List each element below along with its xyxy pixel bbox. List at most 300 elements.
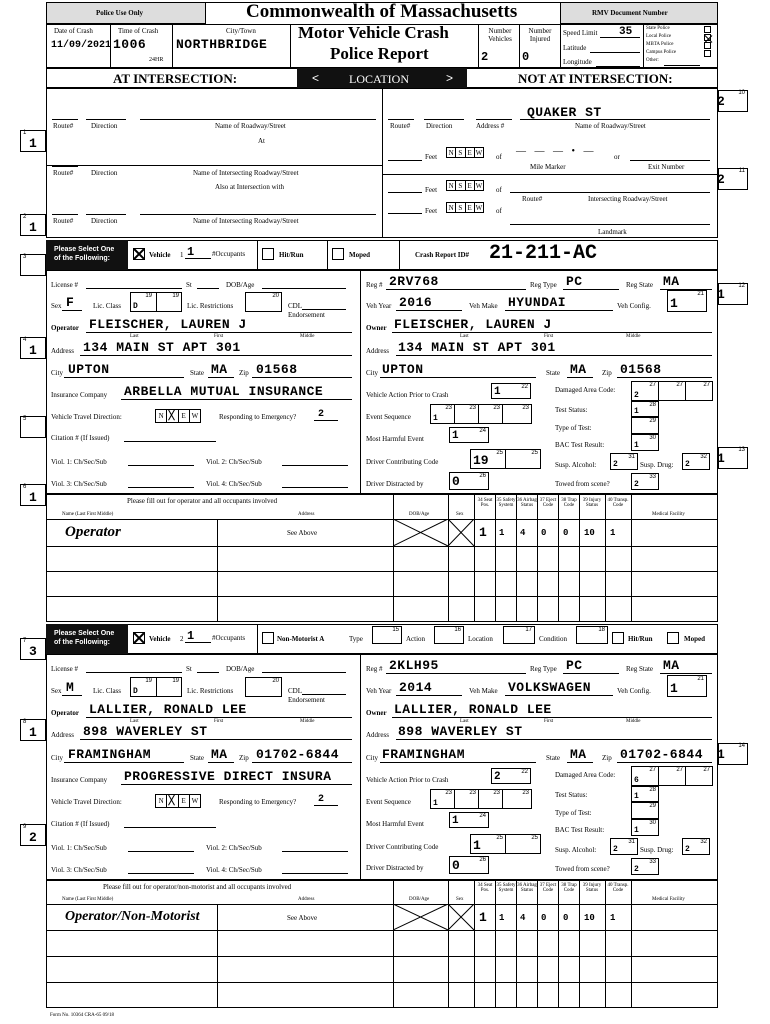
side-box-2: 2 1 (20, 214, 46, 236)
v1-vehconfig-label: Veh Config. (617, 302, 651, 310)
v2-state-value: MA (211, 747, 228, 762)
vehicle2-occupants: 1 (187, 629, 195, 643)
v2-cdl-label: CDL (288, 687, 302, 695)
vehicle2-location-box: 17 (503, 626, 535, 644)
vehicle1-please-select: Please Select One of the Following: (46, 240, 128, 270)
num-vehicles-label: Number Vehicles (488, 27, 512, 43)
v1-side-13: 13 1 (718, 447, 748, 469)
vehicle2-condition-box: 18 (576, 626, 608, 644)
v1-reg-label: Reg # (366, 281, 383, 289)
exit-number-label: Exit Number (648, 163, 685, 171)
v2-harmful-box: 24 1 (449, 812, 489, 828)
v1-insurance-label: Insurance Company (51, 391, 108, 399)
speed-label: Speed Limit (563, 29, 598, 37)
v2-viol2-label: Viol. 2: Ch/Sec/Sub (206, 844, 262, 852)
v1-zip-value: 01568 (256, 362, 298, 377)
v2-action-box: 22 2 (491, 768, 531, 784)
intersecting-label-2: Name of Intersecting Roadway/Street (193, 217, 299, 225)
v2-col34: 34 Seat Pos. (477, 883, 493, 893)
v1-license-label: License # (51, 281, 79, 289)
v1-owncity-label: City (366, 369, 379, 377)
v2-medcol: Medical Facility (652, 897, 685, 902)
v2-bac-box: 30 1 (631, 819, 659, 836)
v2-occ-seat: 1 (479, 910, 487, 925)
of-label-1: of (496, 153, 502, 161)
v2-ownzip-label: Zip (602, 754, 612, 762)
v2-fillout-label: Please fill out for operator/non-motorist and all occupants involved (103, 883, 292, 891)
form-number: Form No. 10364 CRA-65 09/18 (50, 1013, 115, 1018)
v2-ownaddr-label: Address (366, 731, 389, 739)
campus-police-checkbox[interactable] (704, 50, 711, 57)
v1-suspalc-label: Susp. Alcohol: (555, 461, 597, 469)
v2-vehyear-value: 2014 (399, 680, 433, 695)
v1-see-above: See Above (287, 529, 318, 537)
v1-harmful-box: 24 1 (449, 427, 489, 443)
v1-sex-value: F (66, 295, 75, 310)
v1-col38: 38 Trap Code (561, 498, 577, 508)
vehicle1-occupants: 1 (187, 245, 195, 259)
v1-op-first: First (214, 334, 224, 339)
v1-zip-label: Zip (239, 369, 249, 377)
v1-col39: 39 Injury Status (582, 498, 602, 508)
v1-col35: 35 Safety System (496, 498, 516, 508)
v1-side-12: 12 1 (718, 283, 748, 305)
v2-zip-label: Zip (239, 754, 249, 762)
v1-suspdrug-label: Susp. Drug: (640, 461, 674, 469)
v1-addrcol: Address (298, 512, 315, 517)
at-label: At (258, 137, 265, 145)
v1-st-label: St (186, 281, 192, 289)
v2-responding-value: 2 (318, 794, 325, 805)
v1-eventseq-label: Event Sequence (366, 413, 411, 421)
v1-distracted-label: Driver Distracted by (366, 480, 424, 488)
v2-lic-class-label: Lic. Class (93, 687, 121, 695)
v1-state-value: MA (211, 362, 228, 377)
v2-bac-label: BAC Test Result: (555, 826, 605, 834)
v2-ownstate-value: MA (570, 747, 587, 762)
vehicle2-please-select: Please Select One of the Following: (46, 624, 128, 654)
agency-campus: Campus Police (646, 50, 677, 55)
v1-regstate-value: MA (663, 274, 680, 289)
v1-vehconfig-box: 21 1 (667, 290, 707, 312)
v1-viol3-label: Viol. 3: Ch/Sec/Sub (51, 480, 107, 488)
vehicle2-moped-checkbox[interactable] (667, 632, 679, 644)
v2-regtype-label: Reg Type (530, 665, 557, 673)
v1-occ-injury: 10 (584, 528, 595, 538)
vehicle1-vehicle-label: Vehicle (149, 251, 171, 259)
num-injured-label: Number Injured (528, 27, 552, 43)
v1-side-5: 5 (20, 416, 46, 438)
v1-op-middle: Middle (300, 334, 315, 339)
v1-action-box: 22 1 (491, 383, 531, 399)
time-label: Time of Crash (118, 27, 159, 35)
v2-col37: 37 Eject Code (539, 883, 557, 893)
v2-vehmake-label: Veh Make (469, 687, 498, 695)
vehicle1-hitrun-label: Hit/Run (279, 251, 304, 259)
v2-suspalc-box: 31 2 (610, 838, 638, 855)
time-value: 1006 (113, 37, 147, 52)
vehicle1-moped-label: Moped (349, 251, 370, 259)
v2-vehyear-label: Veh Year (366, 687, 392, 695)
v1-vehyear-value: 2016 (399, 295, 433, 310)
v1-sexcol: Sex (456, 512, 464, 517)
vehicle1-select-row (46, 240, 718, 270)
v2-lic-restr-label: Lic. Restrictions (187, 687, 234, 695)
crash-id-label: Crash Report ID# (415, 251, 470, 259)
vehicle2-type-box: 15 (372, 626, 402, 644)
num-injured-value: 0 (522, 50, 530, 64)
v1-owncity-value: UPTON (382, 362, 424, 377)
vehicle2-location-label: Location (468, 635, 493, 643)
vehicle2-type-label: Type (349, 635, 363, 643)
v2-damaged-label: Damaged Area Code: (555, 771, 616, 779)
v1-typetest-box: 29 (631, 417, 659, 434)
v2-teststatus-box: 28 1 (631, 786, 659, 802)
v1-travel-nsew[interactable]: N E W (155, 409, 201, 423)
v2-op-last: Last (130, 719, 139, 724)
direction-label-1: Direction (91, 122, 118, 130)
v1-own-last: Last (460, 334, 469, 339)
v2-license-label: License # (51, 665, 79, 673)
v2-st-label: St (186, 665, 192, 673)
agency-local: Local Police (646, 34, 672, 39)
direction-nsew-1[interactable]: N S E W (446, 147, 484, 158)
num-vehicles-value: 2 (481, 50, 489, 64)
v1-vehmake-value: HYUNDAI (508, 295, 567, 310)
v2-viol4-label: Viol. 4: Ch/Sec/Sub (206, 866, 262, 874)
v2-see-above: See Above (287, 914, 318, 922)
rmv-label: RMV Document Number (592, 9, 668, 17)
v1-reg-value: 2RV768 (389, 274, 439, 289)
agency-state: State Police (646, 26, 670, 31)
v1-namecol: Name (Last First Middle) (62, 512, 114, 517)
v2-restr-box: 20 (245, 677, 282, 697)
v1-occupant-table (46, 494, 718, 622)
vehicle2-moped-label: Moped (684, 635, 705, 643)
v1-fillout-label: Please fill out for operator and all occupants involved (127, 497, 278, 505)
v2-reg-label: Reg # (366, 665, 383, 673)
street-value: QUAKER ST (527, 105, 602, 120)
v1-city-label: City (51, 369, 64, 377)
of-label-3: of (496, 207, 502, 215)
feet-label-2: Feet (425, 186, 438, 194)
vehicle2-occupants-label: #Occupants (212, 634, 246, 642)
v1-damaged-label: Damaged Area Code: (555, 386, 616, 394)
v2-lic-class-box: 19 19 D (130, 677, 182, 697)
v1-suspalc-box: 31 2 (610, 453, 638, 470)
v2-occupant-table (46, 880, 718, 1008)
v1-contrib-label: Driver Contributing Code (366, 458, 439, 466)
v1-col36: 36 Airbag Status (517, 498, 537, 508)
also-at-label: Also at Intersection with (215, 183, 285, 191)
v1-lic-class-label: Lic. Class (93, 302, 121, 310)
vehicle2-nonmotorist-label: Non-Motorist A (277, 635, 325, 643)
v2-eventseq-label: Event Sequence (366, 798, 411, 806)
vehicle1-hitrun-checkbox[interactable] (262, 248, 274, 260)
direction-label-4: Direction (426, 122, 453, 130)
v2-col40: 40 Transp. Code (607, 883, 629, 893)
v1-ownaddr-label: Address (366, 347, 389, 355)
location-title: LOCATION (349, 72, 409, 86)
v2-sex-label: Sex (51, 687, 62, 695)
v2-teststatus-label: Test Status: (555, 791, 588, 799)
route-label-3: Route# (53, 217, 74, 225)
v1-insurance-value: ARBELLA MUTUAL INSURANCE (124, 384, 324, 399)
v2-travel-dir-label: Vehicle Travel Direction: (51, 798, 122, 806)
v2-viol3-label: Viol. 3: Ch/Sec/Sub (51, 866, 107, 874)
date-value: 11/09/2021 (51, 40, 112, 51)
v2-endorsement-label: Endorsement (288, 696, 325, 704)
v2-insurance-value: PROGRESSIVE DIRECT INSURA (124, 769, 332, 784)
v2-typetest-label: Type of Test: (555, 809, 592, 817)
v2-viol1-label: Viol. 1: Ch/Sec/Sub (51, 844, 107, 852)
vehicle1-moped-checkbox[interactable] (332, 248, 344, 260)
v2-op-middle: Middle (300, 719, 315, 724)
v2-zip-value: 01702-6844 (256, 747, 340, 762)
v2-col39: 39 Injury Status (582, 883, 602, 893)
v1-regstate-label: Reg State (626, 281, 654, 289)
v2-regstate-value: MA (663, 658, 680, 673)
v1-owner-label: Owner (366, 324, 387, 332)
v2-address-label: Address (51, 731, 74, 739)
v1-ownaddr-value: 134 MAIN ST APT 301 (398, 340, 556, 355)
direction-nsew-2[interactable]: N S E W (446, 180, 484, 191)
vehicle1-occupants-label: #Occupants (212, 250, 246, 258)
v1-viol1-label: Viol. 1: Ch/Sec/Sub (51, 458, 107, 466)
vehicle2-nonmotorist-checkbox[interactable] (262, 632, 274, 644)
intersecting-label-1: Name of Intersecting Roadway/Street (193, 169, 299, 177)
vehicle2-condition-label: Condition (539, 635, 568, 643)
v1-responding-value: 2 (318, 409, 325, 420)
local-police-checkbox[interactable] (704, 34, 711, 41)
at-intersection-title: AT INTERSECTION: (113, 71, 238, 86)
v1-ownstate-value: MA (570, 362, 587, 377)
feet-label-3: Feet (425, 207, 438, 215)
mile-marker-label: Mile Marker (530, 163, 566, 171)
v2-occ-injury: 10 (584, 913, 595, 923)
v2-contrib-label: Driver Contributing Code (366, 843, 439, 851)
v1-address-value: 134 MAIN ST APT 301 (83, 340, 241, 355)
v2-namecol: Name (Last First Middle) (62, 897, 114, 902)
state-police-checkbox[interactable] (704, 26, 711, 33)
v2-travel-nsew[interactable]: N E W (155, 794, 201, 808)
direction-label-3: Direction (91, 217, 118, 225)
v1-occ-trap: 0 (563, 528, 569, 538)
v2-typetest-box: 29 (631, 802, 659, 819)
side-box-10: 10 2 (718, 90, 748, 112)
v1-endorsement-label: Endorsement (288, 311, 325, 319)
v2-distracted-box: 26 0 (449, 856, 489, 874)
feet-label-1: Feet (425, 153, 438, 161)
v1-address-label: Address (51, 347, 74, 355)
v1-owner-value: FLEISCHER, LAUREN J (394, 317, 552, 332)
v2-action-label: Vehicle Action Prior to Crash (366, 776, 449, 784)
v1-ownzip-label: Zip (602, 369, 612, 377)
v1-occ-seat: 1 (479, 525, 487, 540)
v2-own-last: Last (460, 719, 469, 724)
v1-lic-restr-label: Lic. Restrictions (187, 302, 234, 310)
agency-other: Other: (646, 58, 659, 63)
v2-side-8: 8 1 (20, 719, 46, 741)
v1-viol4-label: Viol. 4: Ch/Sec/Sub (206, 480, 262, 488)
v2-towed-label: Towed from scene? (555, 865, 610, 873)
v2-ownaddr-value: 898 WAVERLEY ST (398, 724, 523, 739)
v2-ownzip-value: 01702-6844 (620, 747, 704, 762)
v2-op-first: First (214, 719, 224, 724)
v1-bac-box: 30 1 (631, 434, 659, 451)
v2-occ-safety: 1 (499, 913, 505, 923)
v1-cdl-label: CDL (288, 302, 302, 310)
v1-ownstate-label: State (546, 369, 560, 377)
or-label: or (614, 153, 620, 161)
v1-dob-crossout (393, 519, 474, 546)
v2-side-9: 9 2 (20, 824, 46, 846)
v2-occ-transp: 1 (610, 913, 616, 923)
location-next-icon[interactable]: > (446, 71, 454, 85)
v1-state-label: State (190, 369, 204, 377)
v2-operator-label: Operator (51, 709, 79, 717)
time-unit: 24HR (149, 57, 164, 63)
v2-suspdrug-label: Susp. Drug: (640, 846, 674, 854)
v1-ownzip-value: 01568 (620, 362, 662, 377)
agency-mbta: MBTA Police (646, 42, 674, 47)
v2-responding-label: Responding to Emergency? (219, 798, 297, 806)
date-label: Date of Crash (54, 27, 93, 35)
title-line2: Motor Vehicle Crash (298, 23, 449, 42)
v2-regstate-label: Reg State (626, 665, 654, 673)
side-box-11: 11 2 (718, 168, 748, 190)
v1-travel-dir-label: Vehicle Travel Direction: (51, 413, 122, 421)
v1-side-4: 4 1 (20, 337, 46, 359)
v2-dobcol: DOB/Age (409, 897, 430, 902)
vehicle2-action-box: 16 (434, 626, 464, 644)
v2-owner-value: LALLIER, RONALD LEE (394, 702, 552, 717)
v2-operator-value: LALLIER, RONALD LEE (89, 702, 247, 717)
v2-suspdrug-box: 32 2 (682, 838, 710, 855)
v2-col35: 35 Safety System (496, 883, 516, 893)
direction-label-2: Direction (91, 169, 118, 177)
v2-own-first: First (544, 719, 554, 724)
vehicle2-checkbox[interactable] (133, 632, 145, 644)
v2-city-label: City (51, 754, 64, 762)
v1-harmful-label: Most Harmful Event (366, 435, 424, 443)
v2-dob-crossout (393, 904, 474, 930)
v2-city-value: FRAMINGHAM (68, 747, 152, 762)
v1-vehyear-label: Veh Year (366, 302, 392, 310)
v1-towed-box: 33 2 (631, 473, 659, 490)
v2-suspalc-label: Susp. Alcohol: (555, 846, 597, 854)
v1-action-label: Vehicle Action Prior to Crash (366, 391, 449, 399)
speed-value: 35 (619, 26, 633, 38)
v1-teststatus-box: 28 1 (631, 401, 659, 417)
v2-occ-eject: 0 (541, 913, 547, 923)
v1-own-middle: Middle (626, 334, 641, 339)
v1-col34: 34 Seat Pos. (477, 498, 493, 508)
v2-vehconfig-label: Veh Config. (617, 687, 651, 695)
v1-bac-label: BAC Test Result: (555, 441, 605, 449)
v2-harmful-label: Most Harmful Event (366, 820, 424, 828)
city-label: City/Town (226, 27, 256, 35)
v1-lic-class-box: 19 19 D (130, 292, 182, 312)
v2-regtype-value: PC (566, 658, 583, 673)
v2-side-7: 7 3 (20, 638, 46, 660)
v1-regtype-value: PC (566, 274, 583, 289)
v2-reg-value: 2KLH95 (389, 658, 439, 673)
v1-operator-label: Operator (51, 324, 79, 332)
v2-occ-airbag: 4 (520, 913, 526, 923)
v1-typetest-label: Type of Test: (555, 424, 592, 432)
v2-owner-label: Owner (366, 709, 387, 717)
v2-col38: 38 Trap Code (561, 883, 577, 893)
address-num-label: Address # (476, 122, 505, 130)
title-line3: Police Report (330, 44, 429, 63)
v2-distracted-label: Driver Distracted by (366, 864, 424, 872)
not-at-intersection-title: NOT AT INTERSECTION: (518, 71, 673, 86)
v1-towed-label: Towed from scene? (555, 480, 610, 488)
v1-side-6: 6 1 (20, 484, 46, 506)
vehicle2-hitrun-label: Hit/Run (628, 635, 653, 643)
vehicle2-vehicle-label: Vehicle (149, 635, 171, 643)
v1-occ-airbag: 4 (520, 528, 526, 538)
crash-id-value: 21-211-AC (489, 242, 598, 265)
longitude-label: Longitude (563, 58, 592, 66)
side-box-1: 1 1 (20, 130, 46, 152)
v2-sexcol: Sex (456, 897, 464, 902)
v2-addrcol: Address (298, 897, 315, 902)
v2-sex-value: M (66, 680, 75, 695)
v1-restr-box: 20 (245, 292, 282, 312)
v1-dob-label: DOB/Age (226, 281, 255, 289)
mbta-police-checkbox[interactable] (704, 42, 711, 49)
v1-col40: 40 Transp. Code (607, 498, 629, 508)
v1-vehmake-label: Veh Make (469, 302, 498, 310)
v2-towed-box: 33 2 (631, 858, 659, 875)
v2-citation-label: Citation # (If Issued) (51, 820, 110, 828)
mile-marker-dashes: — — — • — (516, 146, 597, 157)
route-label-4: Route# (390, 122, 411, 130)
vehicle1-checkbox[interactable] (133, 248, 145, 260)
v1-op-last: Last (130, 334, 139, 339)
v1-operator-value: FLEISCHER, LAUREN J (89, 317, 247, 332)
v1-city-value: UPTON (68, 362, 110, 377)
police-use-label: Police Use Only (96, 9, 144, 17)
vehicle2-hitrun-checkbox[interactable] (612, 632, 624, 644)
direction-nsew-3[interactable]: N S E W (446, 202, 484, 213)
vehicle1-number: 1 (180, 251, 184, 259)
v2-col36: 36 Airbag Status (517, 883, 537, 893)
v1-suspdrug-box: 32 2 (682, 453, 710, 470)
v2-ownstate-label: State (546, 754, 560, 762)
route-label-2: Route# (53, 169, 74, 177)
v1-occ-safety: 1 (499, 528, 505, 538)
landmark-label: Landmark (598, 228, 627, 236)
of-label-2: of (496, 186, 502, 194)
v2-vehconfig-box: 21 1 (667, 675, 707, 697)
v1-occ-transp: 1 (610, 528, 616, 538)
v2-own-middle: Middle (626, 719, 641, 724)
v2-operator-row: Operator/Non-Motorist (65, 909, 200, 924)
location-prev-icon[interactable]: < (312, 71, 320, 85)
v1-occ-eject: 0 (541, 528, 547, 538)
vehicle2-action-label: Action (406, 635, 426, 643)
v1-operator-row: Operator (65, 524, 121, 540)
v1-dobcol: DOB/Age (409, 512, 430, 517)
v1-responding-label: Responding to Emergency? (219, 413, 297, 421)
route-label-1: Route# (53, 122, 74, 130)
roadway-label-2: Name of Roadway/Street (575, 122, 646, 130)
v1-sex-label: Sex (51, 302, 62, 310)
v1-teststatus-label: Test Status: (555, 406, 588, 414)
